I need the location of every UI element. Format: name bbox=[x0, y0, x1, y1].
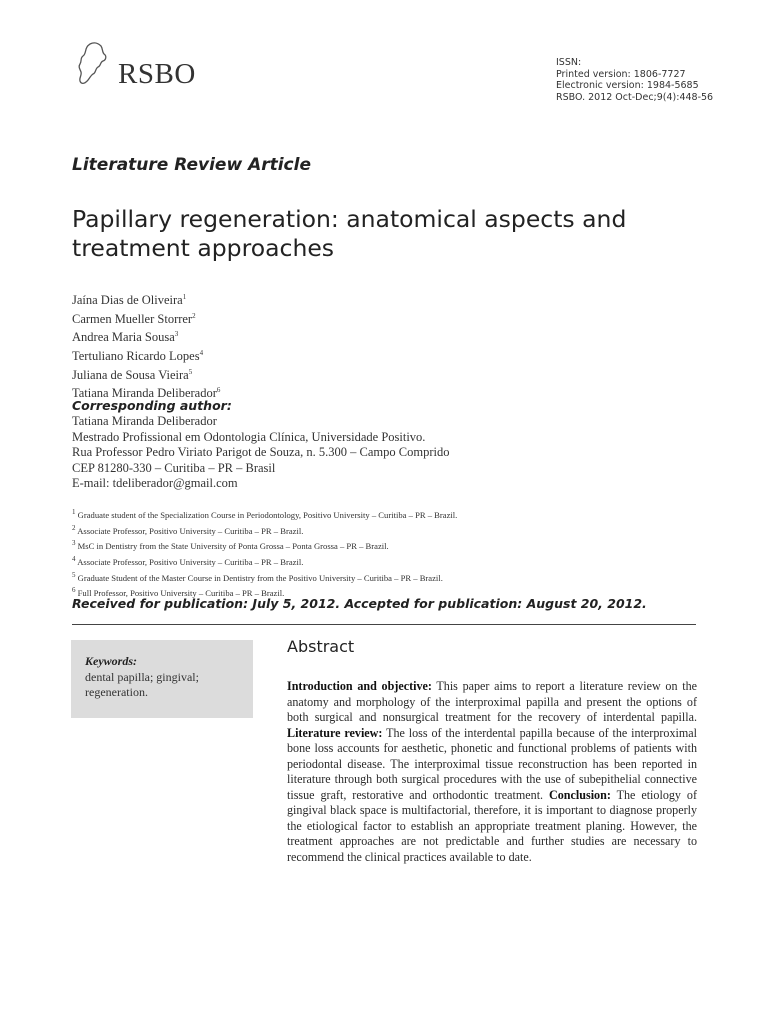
keywords-label: Keywords: bbox=[85, 654, 137, 668]
footnote: $^3$ MsC in Dentistry from the State University of Ponta Grossa – Ponta Grossa – PR – Brazil. bbox=[72, 539, 389, 552]
issn-block bbox=[556, 57, 713, 103]
journal-logo bbox=[76, 40, 226, 90]
abstract-body bbox=[287, 679, 697, 865]
corresponding-author-heading: Corresponding author: bbox=[72, 398, 232, 413]
article-type: Literature Review Article bbox=[72, 155, 311, 175]
author: Tatiana Miranda Deliberador$^6$ bbox=[72, 386, 221, 401]
affiliation-footnotes bbox=[72, 506, 457, 600]
author: Juliana de Sousa Vieira$^5$ bbox=[72, 367, 193, 382]
citation: RSBO. 2012 Oct-Dec;9(4):448-56 bbox=[556, 91, 714, 103]
keywords-box bbox=[71, 640, 253, 718]
publication-dates: Received for publication: July 5, 2012. Accepted for publication: August 20, 2012. bbox=[72, 596, 647, 611]
footnote: $^6$ Full Professor, Positivo University – Curitiba – PR – Brazil. bbox=[72, 586, 285, 599]
footnote: $^2$ Associate Professor, Positivo University – Curitiba – PR – Brazil. bbox=[72, 523, 304, 536]
intro-text: This paper aims to report a literature review on the anatomy and morphology of the interproximal papilla and present the options of both surgical and nonsurgical treatment for the recovery of interdental papilla. bbox=[287, 679, 697, 724]
parana-map-icon bbox=[76, 40, 120, 90]
divider bbox=[72, 624, 696, 625]
article-title: Papillary regeneration: anatomical aspects and treatment approaches bbox=[72, 205, 627, 262]
intro-label: Introduction and objective: bbox=[287, 679, 432, 693]
printed-version: Printed version: 1806-7727 bbox=[556, 68, 686, 80]
abstract-heading: Abstract bbox=[287, 637, 355, 656]
footnote: $^1$ Graduate student of the Specialization Course in Periodontology, Positivo University – Curitiba – PR – Brazil. bbox=[72, 508, 458, 520]
corresponding-institution: Mestrado Profissional em Odontologia Clínica, Universidade Positivo. bbox=[72, 429, 426, 444]
author: Tertuliano Ricardo Lopes$^4$ bbox=[72, 348, 204, 364]
conclusion-text: The etiology of gingival black space is multifactorial, therefore, it is important to diagnose properly the etiological factor to establish an appropriate treatment planing. However, the treatment approaches are not predictable and further studies are necessary to recommend the clinical practices available to date. bbox=[287, 787, 697, 864]
issn-label: ISSN: bbox=[556, 57, 582, 68]
review-text: The loss of the interdental papilla because of the interproximal bone loss accounts for aesthetic, phonetic and functional problems of patients with periodontal disease. The interproximal tissue reconstruction has been reported in literature through both surgical procedures with the use of subepithelial connective tissue graft, restorative and orthodontic treatment. bbox=[287, 725, 697, 802]
corresponding-email: E-mail: tdeliberador@gmail.com bbox=[72, 476, 238, 490]
author: Carmen Mueller Storrer$^2$ bbox=[72, 311, 196, 326]
corresponding-city: CEP 81280-330 – Curitiba – PR – Brasil bbox=[72, 460, 276, 475]
journal-name: RSBO bbox=[118, 58, 196, 90]
footnote: $^5$ Graduate Student of the Master Course in Dentistry from the Positivo University – Curitiba – PR – Brazil. bbox=[72, 570, 443, 583]
keywords-text: dental papilla; gingival; regeneration. bbox=[85, 670, 199, 699]
electronic-version: Electronic version: 1984-5685 bbox=[556, 80, 699, 91]
author: Jaína Dias de Oliveira$^1$ bbox=[72, 293, 187, 308]
conclusion-label: Conclusion: bbox=[549, 787, 611, 802]
corresponding-author-details bbox=[72, 414, 449, 492]
author: Andrea Maria Sousa$^3$ bbox=[72, 330, 179, 345]
footnote: $^4$ Associate Professor, Positivo University – Curitiba – PR – Brazil. bbox=[72, 554, 304, 567]
corresponding-name: Tatiana Miranda Deliberador bbox=[72, 414, 217, 428]
author-list bbox=[72, 290, 220, 402]
corresponding-street: Rua Professor Pedro Viriato Parigot de Souza, n. 5.300 – Campo Comprido bbox=[72, 445, 450, 459]
review-label: Literature review: bbox=[287, 725, 383, 740]
